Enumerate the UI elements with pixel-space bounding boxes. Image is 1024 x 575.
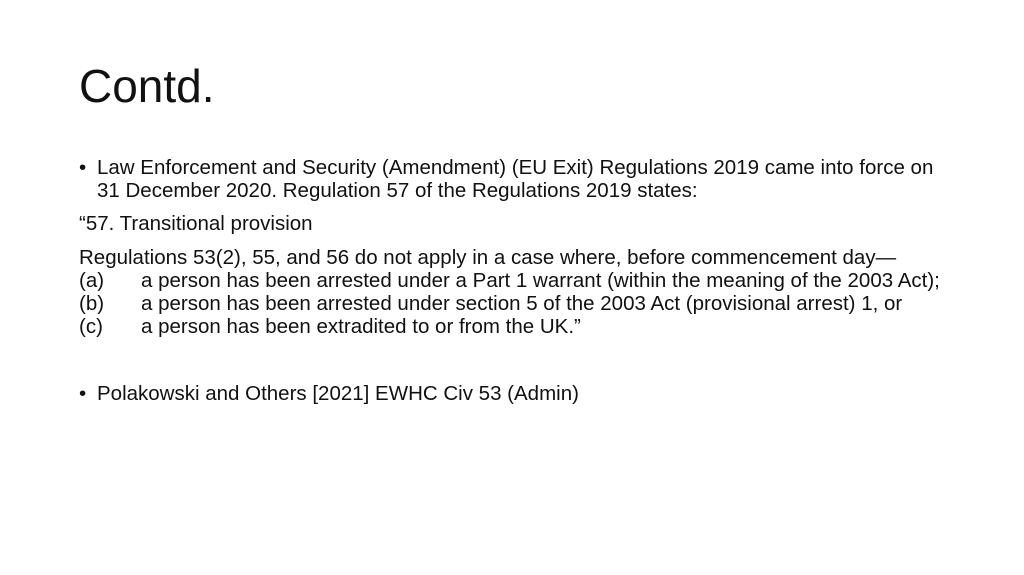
bullet-item-case bbox=[79, 382, 959, 405]
item-text: a person has been extradited to or from the UK.” bbox=[141, 315, 581, 338]
item-text: a person has been arrested under a Part 1 warrant (within the meaning of the 2003 Act); bbox=[141, 269, 940, 292]
bullet-item-regulations bbox=[79, 156, 959, 202]
slide-title: Contd. bbox=[79, 60, 215, 112]
slide-body bbox=[79, 156, 959, 405]
provision-item-b bbox=[79, 292, 959, 315]
provision-intro: Regulations 53(2), 55, and 56 do not apply in a case where, before commencement day— bbox=[79, 246, 897, 269]
provision-heading: “57. Transitional provision bbox=[79, 212, 313, 235]
item-letter: (c) bbox=[79, 315, 103, 338]
provision-item-a bbox=[79, 269, 959, 292]
bullet-text: Law Enforcement and Security (Amendment) (EU Exit) Regulations 2019 came into force on 31 December 2020. Regulation 57 of the Regulations 2019 states: bbox=[97, 156, 934, 202]
bullet-icon: • bbox=[79, 156, 87, 179]
bullet-icon: • bbox=[79, 382, 87, 405]
bullet-text: Polakowski and Others [2021] EWHC Civ 53 (Admin) bbox=[97, 382, 579, 405]
item-letter: (a) bbox=[79, 269, 105, 292]
provision-item-c bbox=[79, 315, 959, 338]
item-letter: (b) bbox=[79, 292, 105, 315]
item-text: a person has been arrested under section 5 of the 2003 Act (provisional arrest) 1, or bbox=[141, 292, 903, 315]
